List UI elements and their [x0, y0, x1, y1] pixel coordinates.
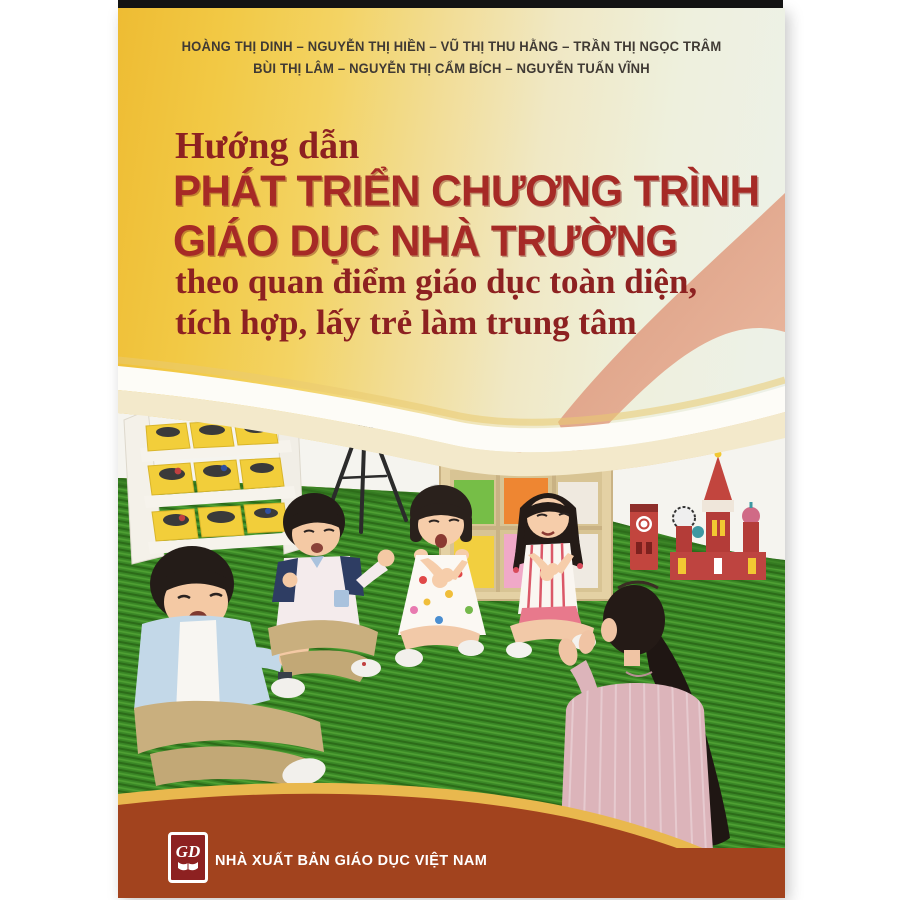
- authors-line-1: HOÀNG THỊ DINH – NGUYỄN THỊ HIỀN – VŨ THỊ THU HẰNG – TRẦN THỊ NGỌC TRÂM: [181, 38, 722, 54]
- book-cover: [118, 8, 785, 898]
- book-title-line-2: GIÁO DỤC NHÀ TRƯỜNG: [173, 216, 678, 265]
- authors-line-2: BÙI THỊ LÂM – NGUYỄN THỊ CẨM BÍCH – NGUYỄN TUẤN VĨNH: [253, 60, 650, 76]
- book-title-line-1: PHÁT TRIỂN CHƯƠNG TRÌNH: [173, 166, 760, 215]
- publisher-logo: [168, 832, 208, 883]
- publisher-logo-monogram: GD: [175, 842, 201, 861]
- book-subtitle-line-1: theo quan điểm giáo dục toàn diện,: [175, 262, 698, 301]
- publisher-name: NHÀ XUẤT BẢN GIÁO DỤC VIỆT NAM: [215, 853, 488, 869]
- book-title-kicker: Hướng dẫn: [175, 125, 360, 167]
- book-top-edge-shadow: [118, 0, 783, 8]
- classroom-photo: [118, 360, 785, 898]
- open-book-icon: [177, 860, 199, 872]
- book-subtitle-line-2: tích hợp, lấy trẻ làm trung tâm: [175, 303, 637, 342]
